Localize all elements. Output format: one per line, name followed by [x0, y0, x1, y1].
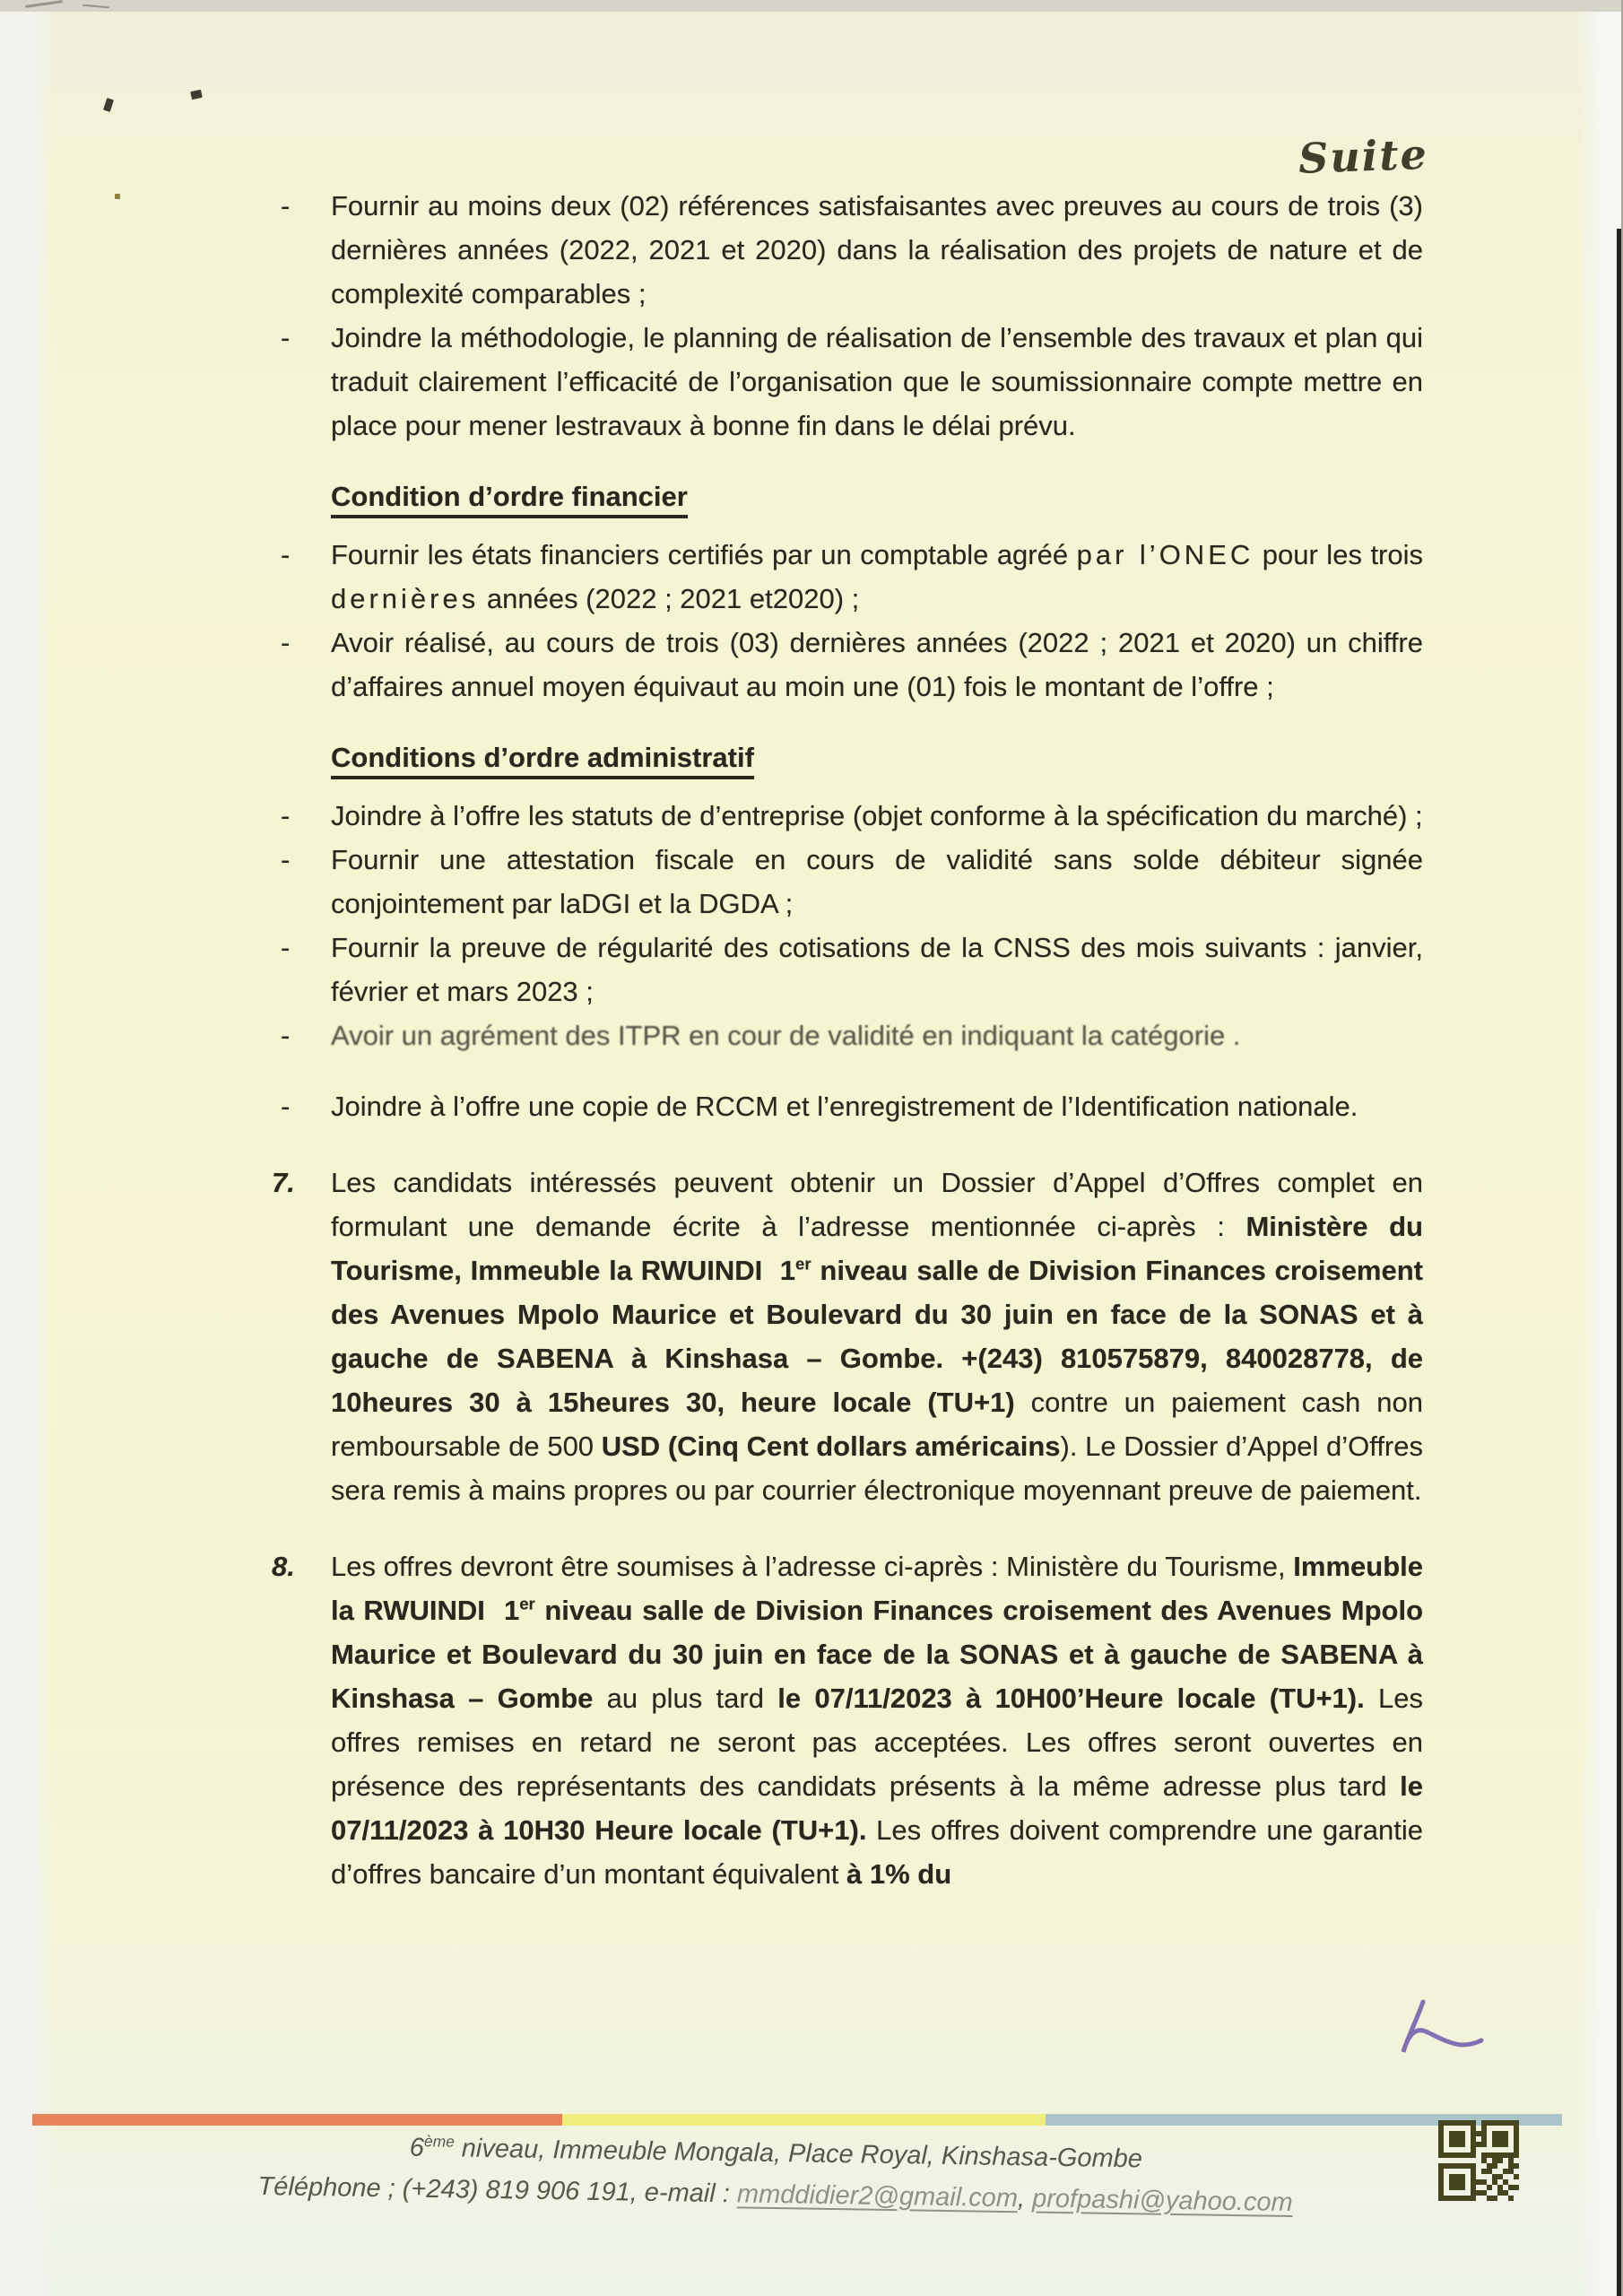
qr-code: [1438, 2120, 1519, 2201]
footer-address-superscript: ème: [423, 2132, 456, 2151]
bullet-dash: -: [281, 190, 291, 222]
bullet-dash: -: [281, 844, 291, 875]
footer-phone-label: Téléphone ; (+243) 819 906 191, e-mail :: [257, 2171, 738, 2209]
paragraph-text: Les offres devront être soumises à l’adresse ci-après : Ministère du Tourisme, Immeuble la RWUINDI 1er niveau salle de Division Finances croisement des Avenues Mpolo Maurice et Boulevard du 30 juin en face de la SONAS et à gauche de SABENA à Kinshasa – Gombe au plus tard le 07/11/2023 à 10H00’Heure locale (TU+1). Les offres remises en retard ne seront pas acceptées. Les offres seront ouvertes en présence des représentants des candidats présents à la même adresse plus tard le 07/11/2023 à 10H30 Heure locale (TU+1). Les offres doivent comprendre une garantie d’offres bancaire d’un montant équivalent à 1% du: [331, 1551, 1424, 1890]
footer-email-separator: ,: [1017, 2184, 1033, 2213]
heading-financial-conditions: Condition d’ordre financier: [331, 474, 1423, 518]
page-marker-suite: Suite: [1298, 129, 1429, 183]
bullet-dash: -: [281, 627, 291, 658]
bullet-dash: -: [281, 932, 291, 963]
paper-speck: [115, 194, 120, 199]
document-body: [272, 184, 1423, 1896]
requirements-list-financial: [272, 533, 1423, 709]
handwritten-pen-mark: [1372, 1989, 1497, 2079]
footer-address-text: niveau, Immeuble Mongala, Place Royal, Kinshasa-Gombe: [454, 2134, 1143, 2174]
bullet-dash: -: [281, 1091, 291, 1122]
list-item-text: Avoir réalisé, au cours de trois (03) dernières années (2022 ; 2021 et 2020) un chiffre d’affaires annuel moyen équivaut au moin une (01) fois le montant de l’offre ;: [331, 627, 1423, 702]
list-item-text: Joindre à l’offre une copie de RCCM et l’enregistrement de l’Identification nationale.: [331, 1091, 1358, 1122]
heading-administrative-conditions: Conditions d’ordre administratif: [331, 735, 1423, 779]
paragraph-number: 8.: [272, 1551, 295, 1582]
bullet-dash: -: [281, 1020, 291, 1051]
list-item: [272, 838, 1423, 926]
numbered-paragraph: [272, 1161, 1423, 1512]
list-item: [272, 926, 1423, 1013]
list-item: [272, 184, 1423, 316]
footer-address-text: 6: [409, 2133, 425, 2162]
footer-contact-block: [196, 2124, 1354, 2224]
email-link-gmail[interactable]: mmddidier2@gmail.com: [736, 2179, 1019, 2213]
footer-bar-orange-segment: [32, 2114, 562, 2126]
list-item: [272, 316, 1423, 448]
list-item-text: Joindre la méthodologie, le planning de réalisation de l’ensemble des travaux et plan qui traduit clairement l’efficacité de l’organisation que le soumissionnaire compte mettre en place pour mener lestravaux à bonne fin dans le délai prévu.: [331, 322, 1423, 441]
numbered-paragraphs: [272, 1161, 1423, 1896]
requirements-list-administrative: [272, 794, 1423, 1128]
bullet-dash: -: [281, 322, 291, 353]
list-item-text: Joindre à l’offre les statuts de d’entreprise (objet conforme à la spécification du marché) ;: [331, 800, 1423, 831]
numbered-paragraph: [272, 1544, 1423, 1896]
scanner-edge-right-dark: [1617, 229, 1621, 2296]
scanner-edge-top: [0, 0, 1623, 12]
paper-speck: [190, 90, 203, 100]
list-item-text: Avoir un agrément des ITPR en cour de validité en indiquant la catégorie .: [331, 1020, 1241, 1051]
footer-bar-yellow-segment: [562, 2114, 1046, 2126]
list-item-text: Fournir au moins deux (02) références satisfaisantes avec preuves au cours de trois (3) dernières années (2022, 2021 et 2020) dans la réalisation des projets de nature et de complexité comparables ;: [331, 190, 1423, 309]
paragraph-number: 7.: [272, 1167, 295, 1198]
bullet-dash: -: [281, 800, 291, 831]
list-item: [272, 1084, 1423, 1128]
list-item: [272, 794, 1423, 838]
list-item: [272, 533, 1423, 621]
list-item: [272, 621, 1423, 709]
list-item-text: Fournir les états financiers certifiés par un comptable agréé par l’ONEC pour les trois dernières années (2022 ; 2021 et2020) ;: [331, 539, 1424, 614]
list-item-text: Fournir une attestation fiscale en cours de validité sans solde débiteur signée conjointement par laDGI et la DGDA ;: [331, 844, 1423, 919]
paper-speck: [103, 98, 114, 112]
list-item-text: Fournir la preuve de régularité des cotisations de la CNSS des mois suivants : janvier, février et mars 2023 ;: [331, 932, 1423, 1007]
paragraph-text: Les candidats intéressés peuvent obtenir un Dossier d’Appel d’Offres complet en formulant une demande écrite à l’adresse mentionnée ci-après : Ministère du Tourisme, Immeuble la RWUINDI 1er niveau salle de Division Finances croisement des Avenues Mpolo Maurice et Boulevard du 30 juin en face de la SONAS et à gauche de SABENA à Kinshasa – Gombe. +(243) 810575879, 840028778, de 10heures 30 à 15heures 30, heure locale (TU+1) contre un paiement cash non remboursable de 500 USD (Cinq Cent dollars américains). Le Dossier d’Appel d’Offres sera remis à mains propres ou par courrier électronique moyennant preuve de paiement.: [331, 1167, 1423, 1506]
bullet-dash: -: [281, 539, 291, 570]
email-link-yahoo[interactable]: profpashi@yahoo.com: [1031, 2184, 1293, 2218]
list-item: [272, 1013, 1423, 1057]
requirements-list-intro: [272, 184, 1423, 448]
